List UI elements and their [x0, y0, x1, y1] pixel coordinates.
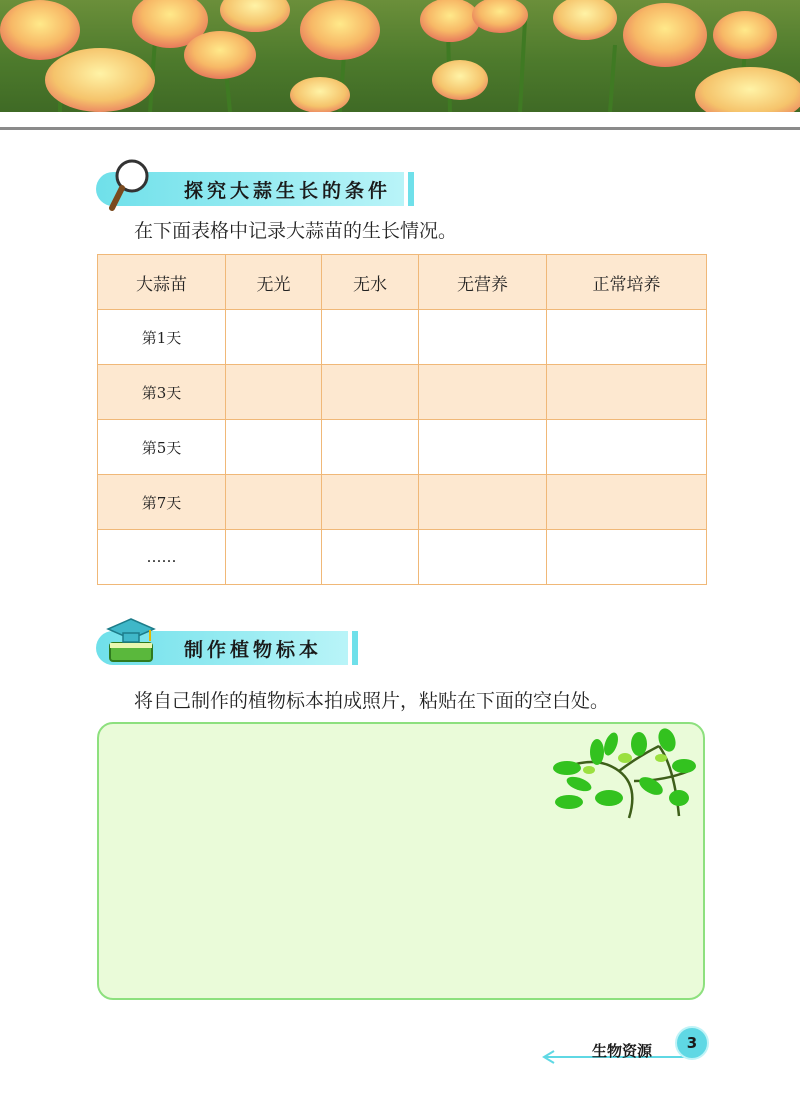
table-row	[98, 475, 707, 530]
table-cell[interactable]	[419, 475, 547, 530]
table-cell[interactable]	[547, 365, 707, 420]
section2-title: 制作植物标本	[184, 639, 323, 661]
header-normal: 正常培养	[547, 255, 707, 310]
table-cell[interactable]	[322, 530, 419, 585]
magnifier-icon	[106, 158, 152, 212]
table-cell[interactable]	[322, 475, 419, 530]
section2-instruction: 将自己制作的植物标本拍成照片，粘贴在下面的空白处。	[134, 690, 610, 712]
section1-instruction: 在下面表格中记录大蒜苗的生长情况。	[134, 220, 458, 242]
table-header-row	[98, 255, 707, 310]
banner-photo	[0, 0, 800, 112]
table-cell[interactable]	[226, 365, 322, 420]
table-cell[interactable]	[547, 420, 707, 475]
green-leaves-branch-illustration	[539, 726, 701, 824]
section1-header	[96, 172, 416, 206]
photo-paste-area[interactable]	[97, 722, 705, 1000]
table-cell[interactable]	[547, 310, 707, 365]
tulip-field-photo	[0, 0, 800, 112]
table-row	[98, 365, 707, 420]
section1-title: 探究大蒜生长的条件	[184, 180, 392, 202]
header-no-nutrient: 无营养	[419, 255, 547, 310]
table-row	[98, 310, 707, 365]
table-cell[interactable]	[419, 420, 547, 475]
table-cell[interactable]	[419, 310, 547, 365]
table-cell[interactable]	[322, 420, 419, 475]
row-label: 第5天	[98, 420, 226, 475]
table-cell[interactable]	[322, 310, 419, 365]
page-number: 3	[675, 1026, 709, 1060]
row-label: 第1天	[98, 310, 226, 365]
table-row	[98, 420, 707, 475]
table-cell[interactable]	[322, 365, 419, 420]
table-row	[98, 530, 707, 585]
table-cell[interactable]	[419, 365, 547, 420]
section2-header	[96, 631, 358, 665]
table-cell[interactable]	[226, 475, 322, 530]
garlic-growth-table	[97, 254, 707, 585]
header-no-light: 无光	[226, 255, 322, 310]
book-graduation-cap-icon	[104, 613, 158, 669]
header-garlic: 大蒜苗	[98, 255, 226, 310]
table-cell[interactable]	[226, 420, 322, 475]
banner-divider	[0, 127, 800, 130]
table-cell[interactable]	[226, 310, 322, 365]
row-label: 第7天	[98, 475, 226, 530]
header-no-water: 无水	[322, 255, 419, 310]
row-label: ……	[98, 530, 226, 585]
table-cell[interactable]	[547, 530, 707, 585]
footer-section-label: 生物资源	[592, 1042, 653, 1060]
table-cell[interactable]	[419, 530, 547, 585]
row-label: 第3天	[98, 365, 226, 420]
table-cell[interactable]	[547, 475, 707, 530]
table-cell[interactable]	[226, 530, 322, 585]
